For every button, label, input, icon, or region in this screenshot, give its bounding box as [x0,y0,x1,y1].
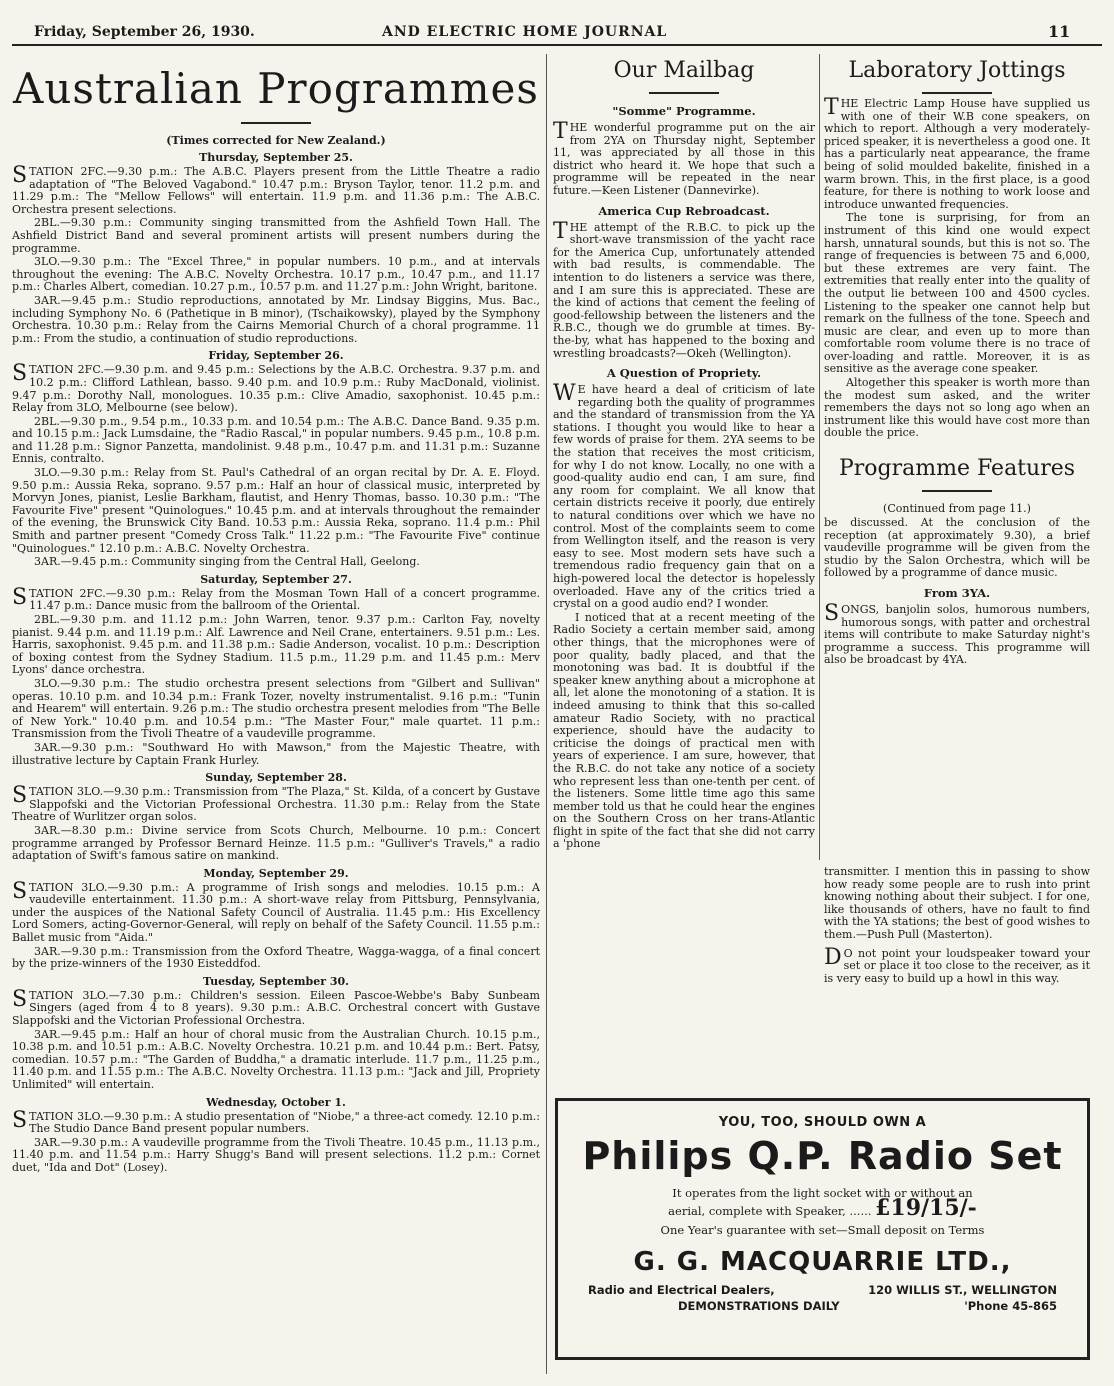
station-programme: STATION 2FC.—9.30 p.m.: Relay from the Mosman Town Hall of a concert programme. 11.47 p.m.: Dance music from the ballroom of the Oriental. [12,584,540,613]
station-programme: STATION 3LO.—7.30 p.m.: Children's session. Eileen Pascoe-Webbe's Baby Sunbeam Singers (aged from 4 to 8 years). 9.30 p.m.: A.B.C. Orchestral concert with Gustave Slappofski and the Victorian Professional Orchestra. [12,986,540,1028]
title-rule [922,490,992,492]
letter-heading: "Somme" Programme. [612,104,756,118]
letter-paragraph: THE wonderful programme put on the air from 2YA on Thursday night, September 11, was appreciated by all those in this district who heard it. We hope that such a programme will be repeated in the near future.—Keen Listener (Dannevirke). [553,119,815,197]
header-rule [12,44,1102,46]
loudspeaker-tip: DO not point your loudspeaker toward your set or place it too close to the receiver, as it is very easy to build up a howl in this way. [824,944,1090,985]
features-paragraph: be discussed. At the conclusion of the reception (at approximately 9.30), a brief vaudeville programme will be given from the studio by the Salon Orchestra, which will be followed by a programme of dance music. [824,516,1090,580]
ad-description [558,1186,1087,1219]
station-programme: 3LO.—9.30 p.m.: The "Excel Three," in popular numbers. 10 p.m., and at intervals throughout the evening: The A.B.C. Novelty Orchestra. 10.17 p.m., 10.47 p.m., and 11.17 p.m.: Charles Albert, comedian. 10.27 p.m., 10.57 p.m. and 11.27 p.m.: John Wright, baritone. [12,255,540,294]
ad-phone: 'Phone 45-865 [964,1299,1057,1313]
features-3ya-paragraph: SONGS, banjolin solos, humorous numbers, humorous songs, with patter and orchestral items will contribute to make Saturday night's programme a success. This programme will also be broadcast by 4YA. [824,601,1090,667]
journal-name: AND ELECTRIC HOME JOURNAL [382,24,668,40]
ad-address: 120 WILLIS ST., WELLINGTON [868,1283,1057,1297]
letter-heading: A Question of Propriety. [606,366,762,381]
mailbag-continued-paragraph: transmitter. I mention this in passing to show how ready some people are to rush into print knowing nothing about their subject. I for one, like thousands of others, have no fault to find with the YA stations; the best of good wishes to them.—Push Pull (Masterton). [824,866,1090,941]
station-programme: STATION 3LO.—9.30 p.m.: Transmission from "The Plaza," St. Kilda, of a concert by Gustave Slappofski and the Victorian Professional Orchestra. 11.30 p.m.: Relay from the State Theatre of Wurlitzer organ solos. [12,783,540,824]
station-programme: 3AR.—8.30 p.m.: Divine service from Scots Church, Melbourne. 10 p.m.: Concert programme arranged by Professor Bernard Heinze. 11.5 p.m.: "Gulliver's Travels," a radio adaptation of Swift's famous satire on mankind. [12,823,540,863]
station-programme: 3LO.—9.30 p.m.: Relay from St. Paul's Cathedral of an organ recital by Dr. A. E. Floyd. 9.50 p.m.: Aussia Reka, soprano. 9.57 p.m.: Half an hour of classical music, interpreted by Morvyn Jones, pianist, Leslie Barkham, flautist, and Henry Thomas, basso. 10.30 p.m.: "The Favourite Five" present "Quinologues." 10.45 p.m. and at intervals throughout the remainder of the evening, the Brunswick City Band. 10.53 p.m.: Aussia Reka, soprano. 11.4 p.m.: Phil Smith and partner present "Comedy Cross Talk." 11.22 p.m.: "The Favourite Five" continue "Quinologues." 12.10 p.m.: A.B.C. Novelty Orchestra. [12,466,540,555]
station-programme: STATION 2FC.—9.30 p.m. and 9.45 p.m.: Selections by the A.B.C. Orchestra. 9.37 p.m. and 10.2 p.m.: Clifford Lathlean, basso. 9.40 p.m. and 10.9 p.m.: Ruby MacDonald, violinist. 9.47 p.m.: Dorothy Nall, monologues. 10.35 p.m.: Clive Amadio, saxophonist. 10.45 p.m.: Relay from 3LO, Melbourne (see below). [12,361,540,415]
title-rule [241,122,311,124]
day-heading: Thursday, September 25. [199,151,353,164]
laboratory-paragraph: THE Electric Lamp House have supplied us with one of their W.B cone speakers, on which to report. Although a very moderately-priced speaker, it is nevertheless a good one. It has a particularly neat appearance, the frame being of solid moulded bakelite, finished in a warm brown. This, in the first place, is a good feature, for there is nothing to work loose and introduce unwanted frequencies. [824,95,1090,211]
day-heading: Tuesday, September 30. [203,974,349,988]
letter-heading: America Cup Rebroadcast. [598,203,770,218]
ad-price: £19/15/- [875,1195,977,1221]
station-programme: 3AR.—9.30 p.m.: "Southward Ho with Mawson," from the Majestic Theatre, with illustrative lecture by Captain Frank Hurley. [12,740,540,767]
title-rule [922,92,992,94]
station-programme: 3AR.—9.45 p.m.: Half an hour of choral music from the Australian Church. 10.15 p.m., 10.38 p.m. and 10.51 p.m.: A.B.C. Novelty Orchestra. 10.21 p.m. and 10.44 p.m.: Bert. Patsy, comedian. 10.57 p.m.: "The Garden of Buddha," a dramatic interlude. 11.7 p.m., 11.25 p.m., 11.40 p.m. and 11.55 p.m.: The A.B.C. Novelty Orchestra. 11.13 p.m.: "Jack and Jill, Propriety Unlimited" will entertain. [12,1027,540,1091]
australian-programmes-column [12,54,540,1386]
continued-note: (Continued from page 11.) [883,502,1031,516]
australian-programmes-title: Australian Programmes [13,64,539,113]
issue-date: Friday, September 26, 1930. [34,24,255,40]
day-heading: Friday, September 26. [208,349,344,363]
ad-demo-row [558,1299,1087,1313]
station-programme: STATION 3LO.—9.30 p.m.: A programme of Irish songs and melodies. 10.15 p.m.: A vaudeville entertainment. 11.30 p.m.: A short-wave relay from Pittsburg, Pennsylvania, under the auspices of the National Safety Council of Australia. 11.45 p.m.: His Excellency Lord Somers, acting-Governor-General, will reply on behalf of the Safety Council. 11.55 p.m.: Ballet music from "Aida." [12,878,540,945]
programme-days [12,151,540,1175]
station-programme: 2BL.—9.30 p.m.: Community singing transmitted from the Ashfield Town Hall. The Ashfield District Band and several prominent artists will present numbers during the programme. [12,216,540,255]
station-programme: 3AR.—9.45 p.m.: Community singing from the Central Hall, Geelong. [34,555,420,569]
title-rule [649,92,719,94]
laboratory-paragraph: The tone is surprising, for from an instrument of this kind one would expect harsh, unnatural sounds, but this is not so. The range of frequencies is between 75 and 6,000, but these extremes are very faint. The extremities that really enter into the quality of the output lie between 100 and 4500 cycles. Listening to the speaker one cannot help but remark on the fullness of the tone. Speech and music are clear, and even up to more than comfortable room volume there is no trace of over-loading and rattle. Moreover, it is as sensitive as the average cone speaker. [824,211,1090,376]
ad-company: G. G. MACQUARRIE LTD., [633,1247,1012,1277]
laboratory-paragraph: Altogether this speaker is worth more than the modest sum asked, and the writer remembers the days not so long ago when an instrument like this would have cost more than double the price. [824,376,1090,440]
day-heading: Sunday, September 28. [205,771,347,785]
ad-headline: YOU, TOO, SHOULD OWN A [718,1115,927,1130]
letter-paragraph: THE attempt of the R.B.C. to pick up the short-wave transmission of the yacht race for the America Cup, unfortunately attended with bad results, is commendable. The intention to do listeners a service was there, and I am sure this is appreciated. These are the kind of actions that cement the feeling of good-fellowship between the listeners and the R.B.C., though we do grumble at times. By-the-by, what has happened to the boxing and wrestling broadcasts?—Okeh (Wellington). [553,218,815,360]
mailbag-letters [553,104,815,851]
day-heading: Saturday, September 27. [200,572,352,586]
station-programme: STATION 2FC.—9.30 p.m.: The A.B.C. Players present from the Little Theatre a radio adaptation of "The Beloved Vagabond." 10.47 p.m.: Bryson Taylor, tenor. 11.2 p.m. and 11.29 p.m.: The "Mellow Fellows" will entertain. 11.9 p.m. and 11.36 p.m.: The A.B.C. Orchestra present selections. [12,163,540,216]
ad-demonstrations: DEMONSTRATIONS DAILY [678,1299,840,1313]
letter-paragraph: I noticed that at a recent meeting of the Radio Society a certain member said, among other things, that the microphones were of poor quality, badly placed, and that the monotoning was bad. It is doubtful if the speaker knew anything about a microphone at all, let alone the monotoning of a station. It is indeed amusing to think that this so-called amateur Radio Society, with no practical experience, should have the audacity to criticise the doings of practical men with years of experience. I am sure, however, that the R.B.C. do not take any notice of a society who represent less than one-tenth per cent. of the listeners. Some little time ago this same member told us that he could hear the engines on the Southern Cross on her trans-Atlantic flight in spite of the fact that she did not carry a 'phone [553,610,815,851]
ad-description-price-line [558,1195,1087,1221]
ad-product-name: Philips Q.P. Radio Set [582,1134,1063,1178]
mailbag-continuation [824,866,1090,1086]
station-programme: 2BL.—9.30 p.m. and 11.12 p.m.: John Warren, tenor. 9.37 p.m.: Carlton Fay, novelty pianist. 9.44 p.m. and 11.19 p.m.: Alf. Lawrence and Neil Crane, entertainers. 9.51 p.m.: Les. Harris, saxophonist. 9.45 p.m. and 11.38 p.m.: Sadie Anderson, vocalist. 10 p.m.: Description of boxing contest from the Sydney Stadium. 11.5 p.m., 11.29 p.m. and 11.45 p.m.: Merv Lyons' dance orchestra. [12,613,540,677]
day-heading: Wednesday, October 1. [206,1095,346,1109]
column-divider [546,54,547,1374]
letter-paragraph: WE have heard a deal of criticism of late regarding both the quality of programmes and the standard of transmission from the YA stations. I thought you would like to hear a few words of praise for them. 2YA seems to be the station that receives the most criticism, for why I do not know. Locally, no one with a good-quality audio end can, I am sure, find any room for complaint. We all know that certain districts receive it poorly, due entirely to natural conditions over which we have no control. Most of the complaints seem to come from Wellington itself, and the reason is very easy to see. Most modern sets have such a tremendous radio frequency gain that on a high-powered local the detector is hopelessly overloaded. Have any of the critics tried a crystal on a good audio end? I wonder. [553,381,815,611]
laboratory-title: Laboratory Jottings [848,58,1066,83]
mailbag-title: Our Mailbag [613,58,755,83]
page-header [0,0,1114,46]
ad-address-row [558,1283,1087,1297]
ad-description-line: aerial, complete with Speaker, ...... [668,1204,872,1218]
page-number: 11 [1048,22,1071,41]
station-programme: 3LO.—9.30 p.m.: The studio orchestra present selections from "Gilbert and Sullivan" operas. 10.10 p.m. and 10.34 p.m.: Frank Tozer, novelty instrumentalist. 9.16 p.m.: "Tunin and Hearem" will entertain. 9.26 p.m.: The studio orchestra present melodies from "The Belle of New York." 10.40 p.m. and 10.54 p.m.: "The Master Four," male quartet. 11 p.m.: Transmission from the Tivoli Theatre of a vaudeville programme. [12,676,540,741]
column-divider [819,54,820,860]
station-programme: STATION 3LO.—9.30 p.m.: A studio presentation of "Niobe," a three-act comedy. 12.10 p.m.: The Studio Dance Band present popular numbers. [12,1107,540,1136]
ad-description-line: It operates from the light socket with or without an [672,1186,973,1200]
station-programme: 2BL.—9.30 p.m., 9.54 p.m., 10.33 p.m. and 10.54 p.m.: The A.B.C. Dance Band. 9.35 p.m. and 10.15 p.m.: Jack Lumsdaine, the "Radio Rascal," in popular numbers. 9.45 p.m., 10.8 p.m. and 11.28 p.m.: Signor Panzetta, mandolinist. 9.48 p.m., 10.47 p.m. and 11.31 p.m.: Suzanne Ennis, contralto. [12,414,540,466]
ad-guarantee: One Year's guarantee with set—Small deposit on Terms [660,1223,985,1237]
from-3ya-heading: From 3YA. [923,586,991,600]
station-programme: 3AR.—9.30 p.m.: Transmission from the Oxford Theatre, Wagga-wagga, of a final concert by the prize-winners of the 1930 Eisteddfod. [12,944,540,971]
station-programme: 3AR.—9.45 p.m.: Studio reproductions, annotated by Mr. Lindsay Biggins, Mus. Bac., including Symphony No. 6 (Pathetique in B minor), (Tschaikowsky), played by the Symphony Orchestra. 10.30 p.m.: Relay from the Cairns Memorial Church of a choral programme. 11 p.m.: From the studio, a continuation of studio reproductions. [12,293,540,345]
philips-advertisement [555,1098,1090,1360]
times-note: (Times corrected for New Zealand.) [166,134,386,147]
laboratory-text [824,95,1090,440]
ad-dealers: Radio and Electrical Dealers, [588,1283,775,1297]
station-programme: 3AR.—9.30 p.m.: A vaudeville programme from the Tivoli Theatre. 10.45 p.m., 11.13 p.m., 11.40 p.m. and 11.54 p.m.: Harry Shugg's Band will present selections. 11.2 p.m.: Cornet duet, "Ida and Dot" (Losey). [12,1135,540,1174]
features-title: Programme Features [838,456,1076,482]
day-heading: Monday, September 29. [203,866,349,880]
